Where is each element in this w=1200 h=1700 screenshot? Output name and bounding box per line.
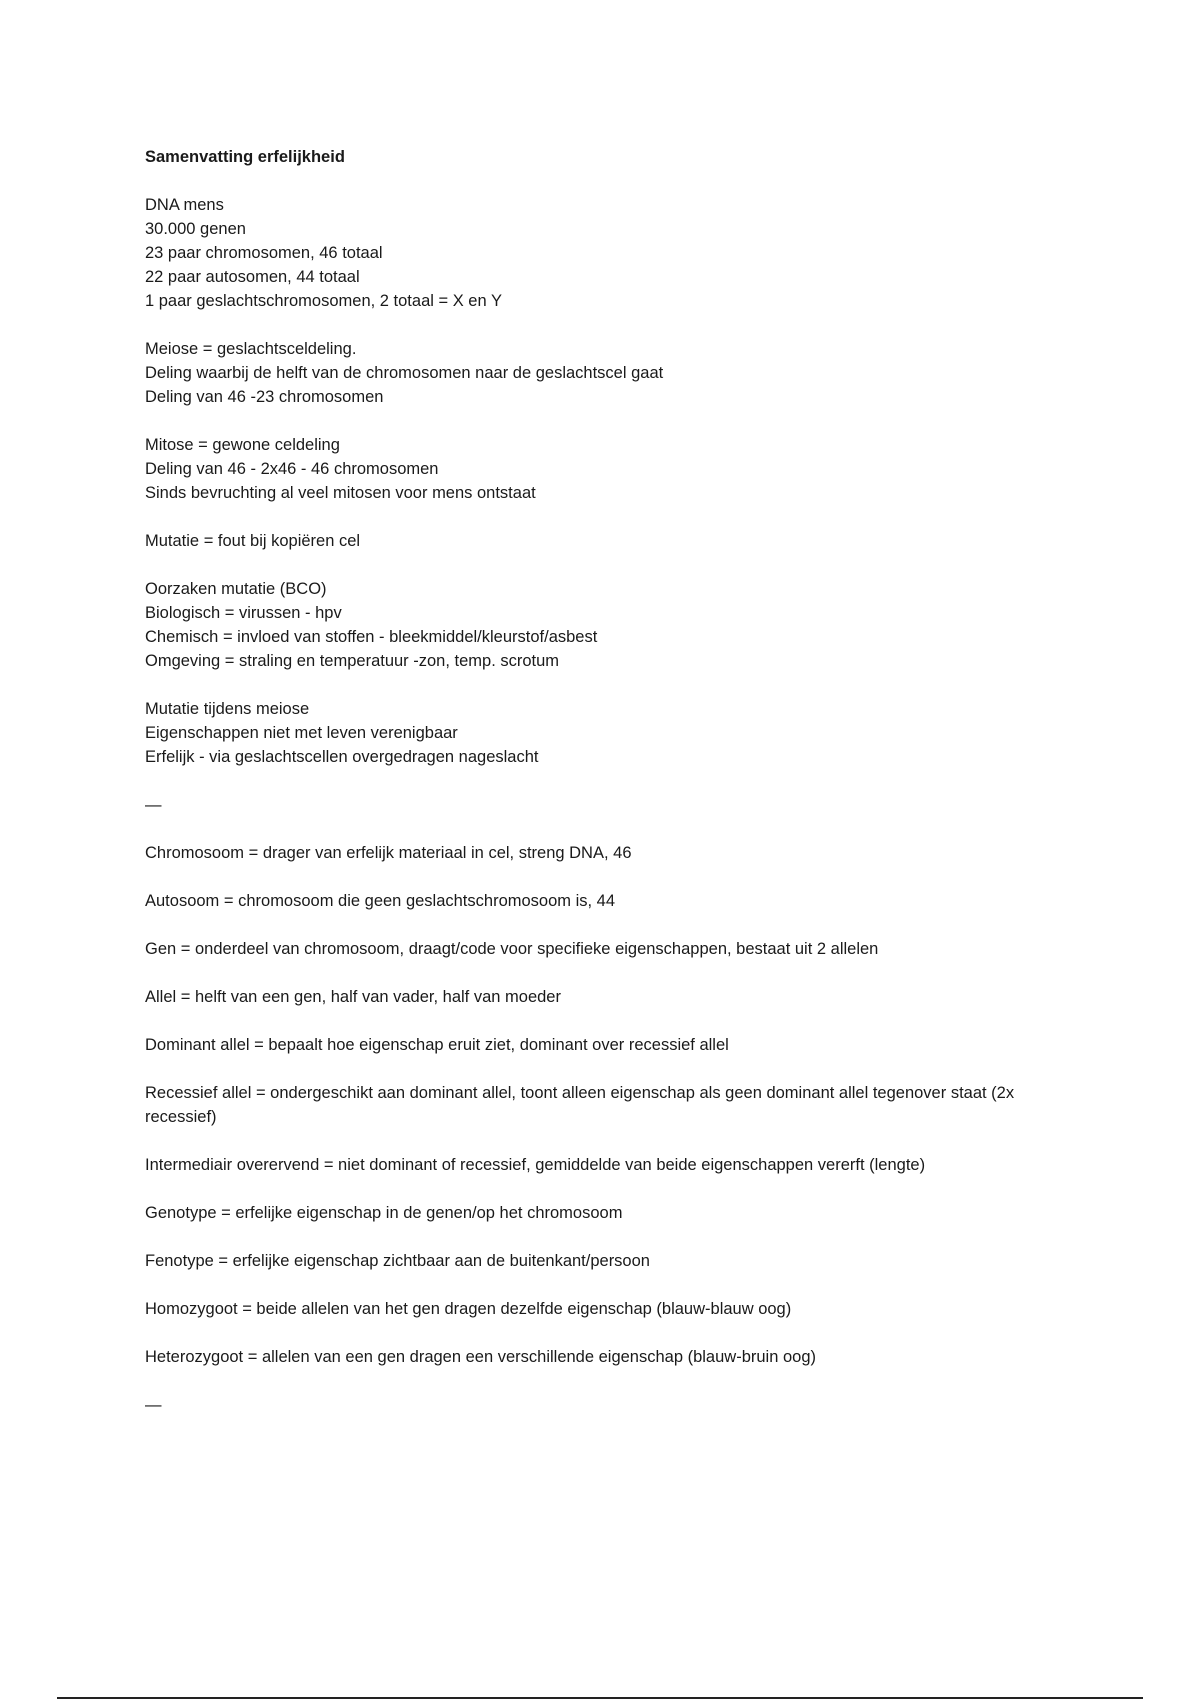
text-line: 30.000 genen bbox=[145, 220, 246, 238]
text-line: 23 paar chromosomen, 46 totaal bbox=[145, 244, 383, 262]
text-line: Meiose = geslachtsceldeling. bbox=[145, 340, 357, 358]
section-mutatie bbox=[145, 529, 1085, 553]
text-line: Deling waarbij de helft van de chromosomen naar de geslachtscel gaat bbox=[145, 364, 664, 382]
definition-gen: Gen = onderdeel van chromosoom, draagt/code voor specifieke eigenschappen, bestaat uit 2 allelen bbox=[145, 940, 879, 958]
definition-fenotype: Fenotype = erfelijke eigenschap zichtbaar aan de buitenkant/persoon bbox=[145, 1252, 650, 1270]
document-page bbox=[145, 145, 1085, 1441]
section-meiose bbox=[145, 337, 1085, 409]
text-line: Mitose = gewone celdeling bbox=[145, 436, 340, 454]
section-mutatie-meiose bbox=[145, 697, 1085, 769]
section-mitose bbox=[145, 433, 1085, 505]
section-divider: — bbox=[145, 1396, 162, 1414]
text-line: Biologisch = virussen - hpv bbox=[145, 604, 342, 622]
text-line: Deling van 46 - 2x46 - 46 chromosomen bbox=[145, 460, 439, 478]
text-line: Sinds bevruchting al veel mitosen voor mens ontstaat bbox=[145, 484, 536, 502]
text-line: Omgeving = straling en temperatuur -zon, temp. scrotum bbox=[145, 652, 560, 670]
section-oorzaken-mutatie bbox=[145, 577, 1085, 673]
definition-chromosoom: Chromosoom = drager van erfelijk materiaal in cel, streng DNA, 46 bbox=[145, 844, 632, 862]
definition-intermediair: Intermediair overervend = niet dominant of recessief, gemiddelde van beide eigenschappen vererft (lengte) bbox=[145, 1156, 926, 1174]
definition-homozygoot: Homozygoot = beide allelen van het gen dragen dezelfde eigenschap (blauw-blauw oog) bbox=[145, 1300, 792, 1318]
text-line: 1 paar geslachtschromosomen, 2 totaal = X en Y bbox=[145, 292, 502, 310]
document-title: Samenvatting erfelijkheid bbox=[145, 148, 345, 166]
definition-heterozygoot: Heterozygoot = allelen van een gen dragen een verschillende eigenschap (blauw-bruin oog) bbox=[145, 1348, 816, 1366]
definition-allel: Allel = helft van een gen, half van vader, half van moeder bbox=[145, 988, 561, 1006]
section-dna-mens bbox=[145, 193, 1085, 313]
text-line: Chemisch = invloed van stoffen - bleekmiddel/kleurstof/asbest bbox=[145, 628, 598, 646]
text-line: Mutatie tijdens meiose bbox=[145, 700, 310, 718]
text-line: Erfelijk - via geslachtscellen overgedragen nageslacht bbox=[145, 748, 539, 766]
definition-dominant-allel: Dominant allel = bepaalt hoe eigenschap eruit ziet, dominant over recessief allel bbox=[145, 1036, 729, 1054]
section-divider: — bbox=[145, 796, 162, 814]
text-line: Deling van 46 -23 chromosomen bbox=[145, 388, 384, 406]
text-line: DNA mens bbox=[145, 196, 224, 214]
text-line: 22 paar autosomen, 44 totaal bbox=[145, 268, 360, 286]
definition-autosoom: Autosoom = chromosoom die geen geslachtschromosoom is, 44 bbox=[145, 892, 616, 910]
text-line: Mutatie = fout bij kopiëren cel bbox=[145, 532, 361, 550]
definition-recessief-allel: Recessief allel = ondergeschikt aan dominant allel, toont alleen eigenschap als geen dominant allel tegenover staat (2x recessief) bbox=[145, 1084, 1015, 1126]
text-line: Eigenschappen niet met leven verenigbaar bbox=[145, 724, 458, 742]
definition-genotype: Genotype = erfelijke eigenschap in de genen/op het chromosoom bbox=[145, 1204, 623, 1222]
page-bottom-rule bbox=[57, 1697, 1143, 1699]
text-line: Oorzaken mutatie (BCO) bbox=[145, 580, 327, 598]
